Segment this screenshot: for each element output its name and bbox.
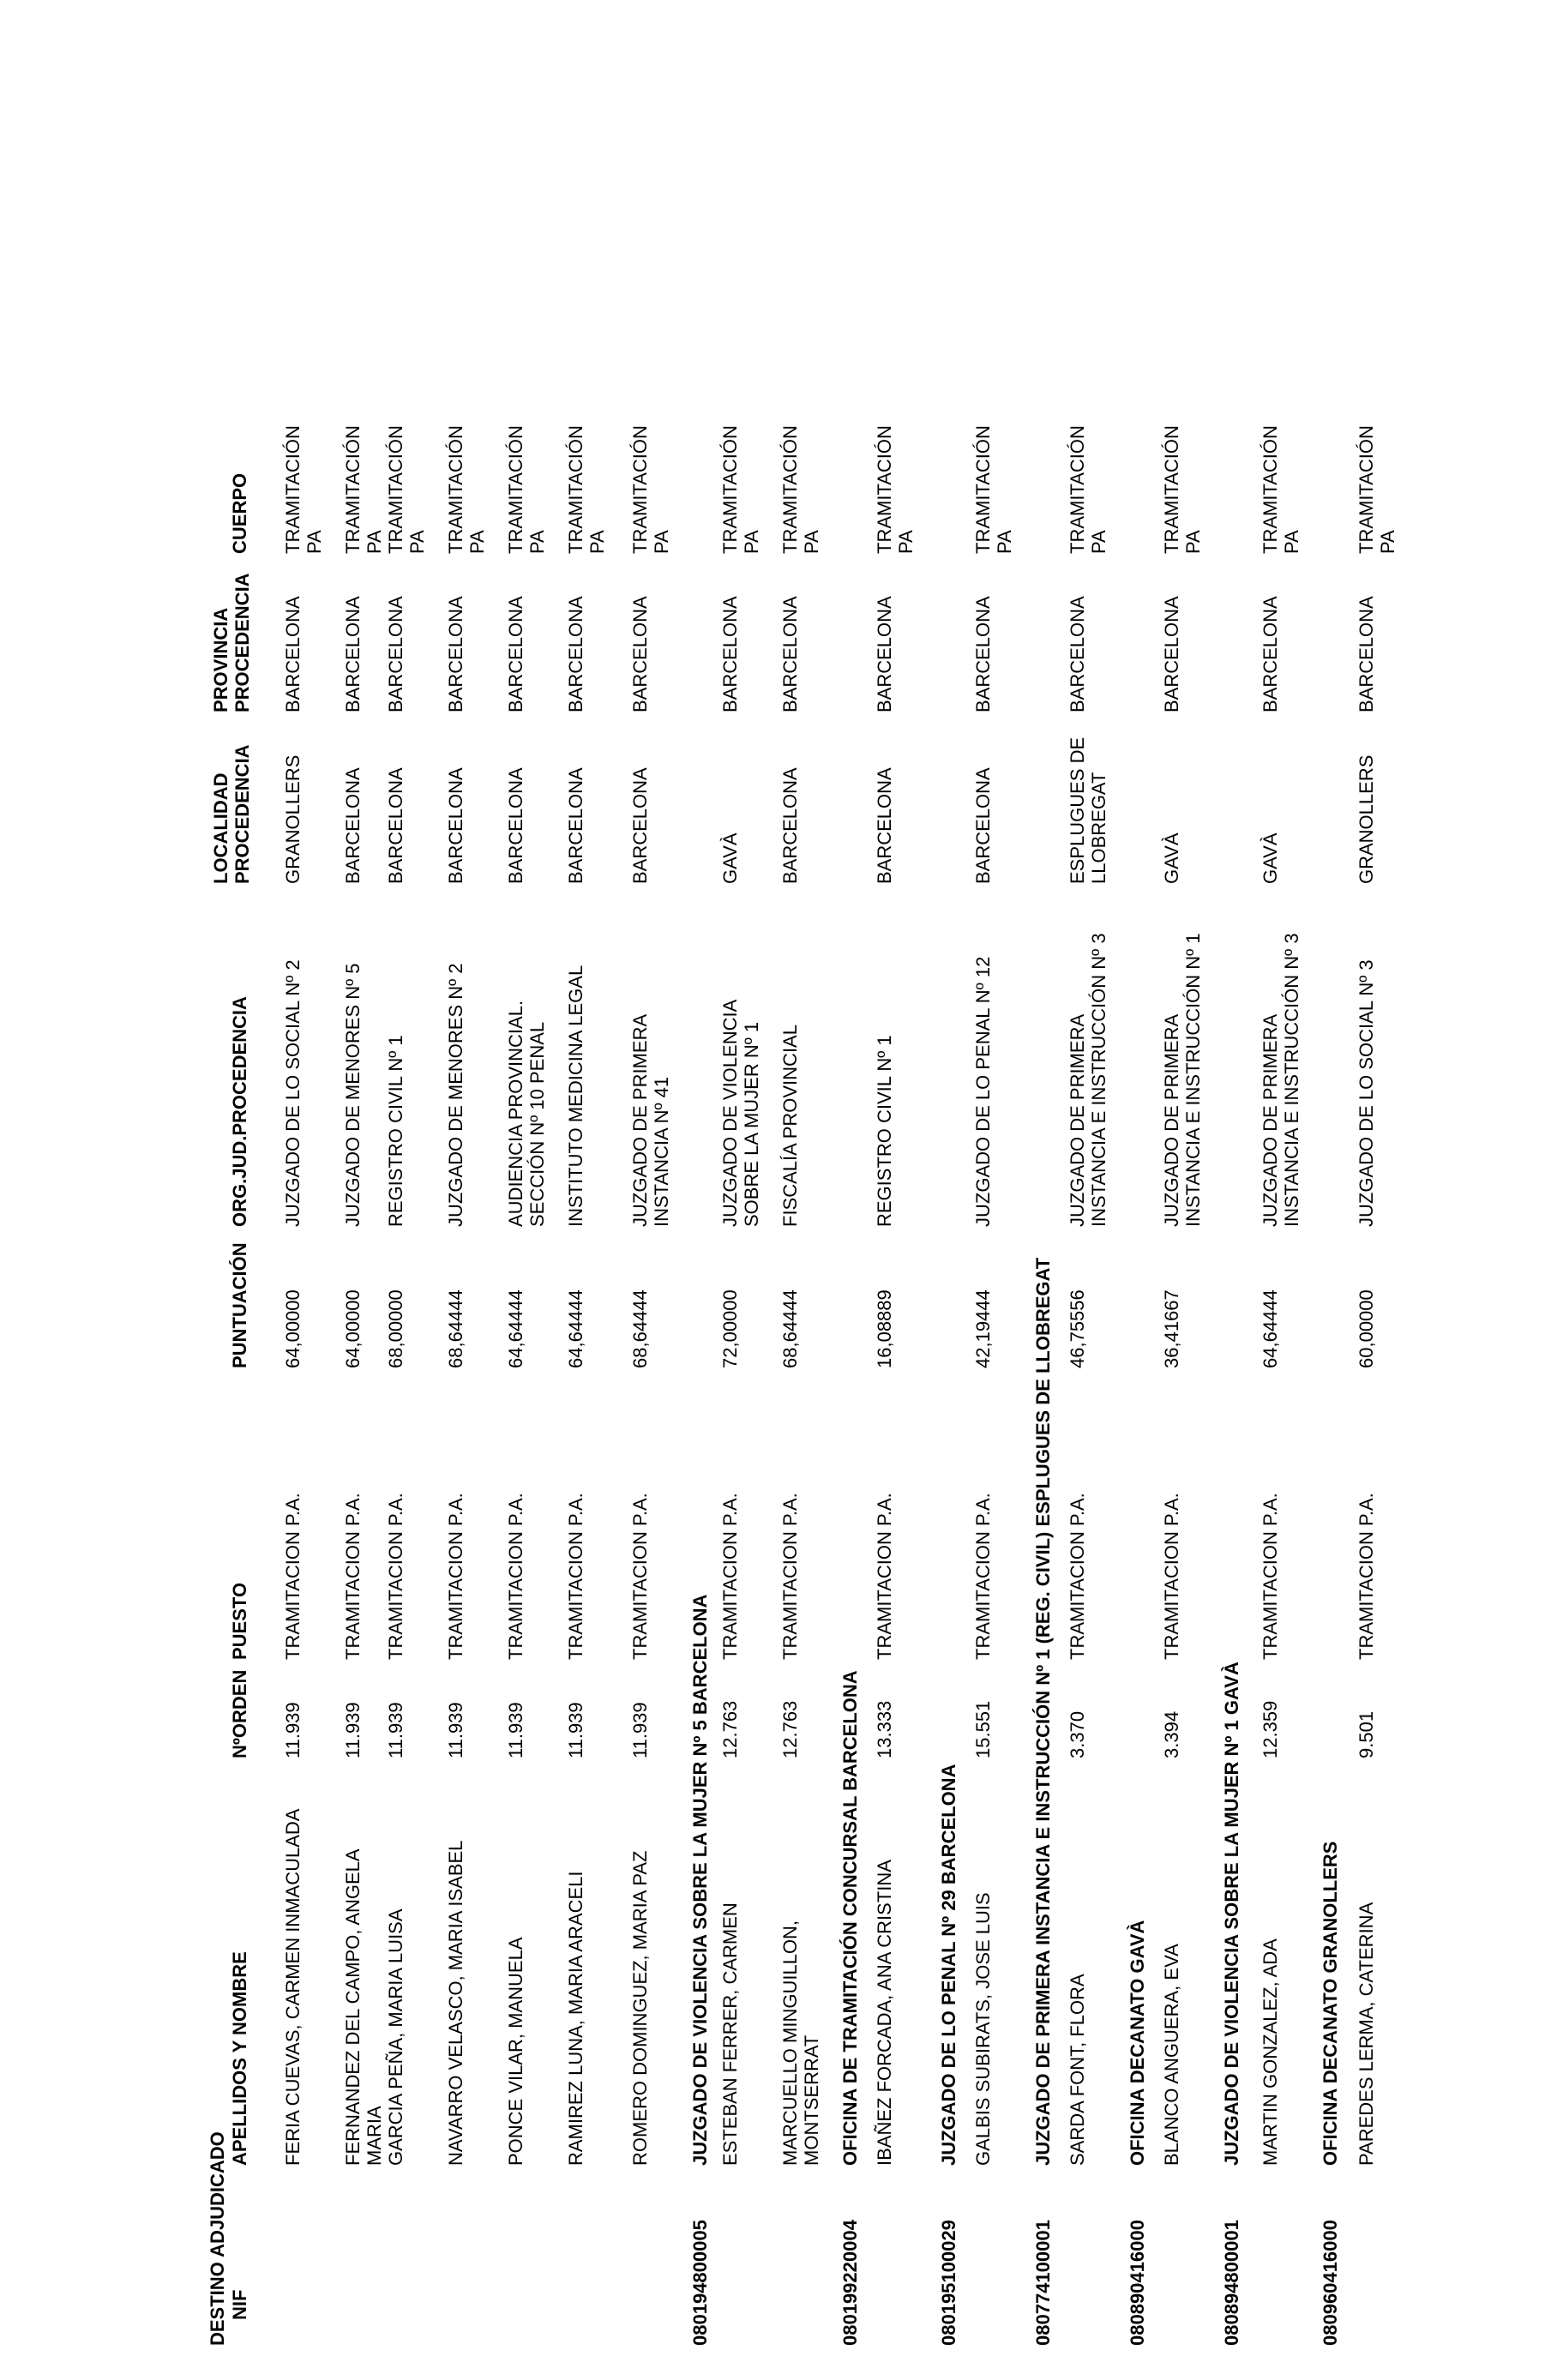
group-nif: 080894800001 [1221, 2220, 1242, 2346]
row-origin-body: JUZGADO DE LO SOCIAL Nº 2 [282, 959, 304, 1227]
row-origin-body: JUZGADO DE VIOLENCIA SOBRE LA MUJER Nº 1 [719, 999, 762, 1227]
row-origin-city: BARCELONA [505, 767, 526, 884]
row-origin-prov: BARCELONA [282, 596, 304, 712]
row-score: 64,64444 [505, 1289, 526, 1368]
row-origin-body: REGISTRO CIVIL Nº 1 [385, 1035, 406, 1227]
group-destination-title: JUZGADO DE LO PENAL Nº 29 BARCELONA [938, 1764, 959, 2166]
group-nif: 080774100001 [1032, 2220, 1054, 2346]
row-score: 64,64444 [1259, 1289, 1281, 1368]
row-origin-prov: BARCELONA [719, 596, 741, 712]
row-origin-prov: BARCELONA [342, 596, 364, 712]
row-name: MARCUELLO MINGUILLON, MONTSERRAT [779, 1920, 822, 2166]
row-origin-prov: BARCELONA [445, 596, 466, 712]
row-origin-prov: BARCELONA [1259, 596, 1281, 712]
row-corps: TRAMITACIÓN PA [505, 425, 548, 554]
row-origin-city: BARCELONA [629, 767, 651, 884]
row-origin-city: BARCELONA [445, 767, 466, 884]
col-header-score: PUNTUACIÓN [229, 1242, 250, 1368]
row-corps: TRAMITACIÓN PA [1259, 425, 1302, 554]
row-order: 13.333 [874, 1700, 895, 1758]
row-corps: TRAMITACIÓN PA [779, 425, 822, 554]
row-corps: TRAMITACIÓN PA [385, 425, 428, 554]
group-nif: 080194800005 [689, 2220, 711, 2346]
row-origin-prov: BARCELONA [1067, 596, 1088, 712]
row-score: 72,00000 [719, 1289, 741, 1368]
row-order: 11.939 [282, 1702, 304, 1758]
group-destination-title: JUZGADO DE VIOLENCIA SOBRE LA MUJER Nº 5 BARCELONA [689, 1594, 711, 2166]
row-name: IBAÑEZ FORCADA, ANA CRISTINA [874, 1860, 895, 2166]
row-order: 12.763 [719, 1700, 741, 1758]
group-nif: 080890416000 [1127, 2220, 1148, 2346]
row-origin-city: GAVÀ [719, 832, 741, 884]
row-name: GARCIA PEÑA, MARIA LUISA [385, 1908, 406, 2166]
row-corps: TRAMITACIÓN PA [1356, 425, 1398, 554]
row-order: 12.763 [779, 1700, 801, 1758]
row-origin-prov: BARCELONA [874, 596, 895, 712]
row-corps: TRAMITACIÓN PA [342, 425, 385, 554]
group-destination-title: OFICINA DECANATO GAVÀ [1127, 1920, 1148, 2166]
row-origin-prov: BARCELONA [972, 596, 994, 712]
row-origin-body: JUZGADO DE MENORES Nº 5 [342, 963, 364, 1227]
row-score: 68,00000 [385, 1289, 406, 1368]
row-origin-city: BARCELONA [972, 767, 994, 884]
row-name: BLANCO ANGUERA, EVA [1161, 1944, 1182, 2166]
col-header-origin-city: LOCALIDAD PROCEDENCIA [210, 744, 253, 884]
row-origin-city: BARCELONA [874, 767, 895, 884]
row-name: RAMIREZ LUNA, MARIA ARACELI [565, 1871, 586, 2166]
row-name: ESTEBAN FERRER, CARMEN [719, 1902, 741, 2166]
row-corps: TRAMITACIÓN PA [282, 425, 325, 554]
row-origin-body: INSTITUTO MEDICINA LEGAL [565, 965, 586, 1227]
row-post: TRAMITACION P.A. [1067, 1493, 1088, 1660]
row-post: TRAMITACION P.A. [282, 1493, 304, 1660]
row-corps: TRAMITACIÓN PA [565, 425, 608, 554]
row-order: 11.939 [342, 1702, 364, 1758]
row-post: TRAMITACION P.A. [565, 1493, 586, 1660]
group-nif: 080960416000 [1320, 2220, 1341, 2346]
row-post: TRAMITACION P.A. [505, 1493, 526, 1660]
row-origin-city: BARCELONA [779, 767, 801, 884]
row-origin-prov: BARCELONA [565, 596, 586, 712]
row-name: SARDA FONT, FLORA [1067, 1974, 1088, 2166]
row-origin-body: JUZGADO DE MENORES Nº 2 [445, 963, 466, 1227]
row-origin-body: JUZGADO DE PRIMERA INSTANCIA E INSTRUCCIÓN Nº 3 [1259, 933, 1302, 1227]
row-origin-prov: BARCELONA [629, 596, 651, 712]
group-nif: 080195100029 [938, 2220, 959, 2346]
row-origin-prov: BARCELONA [1356, 596, 1377, 712]
row-score: 68,64444 [445, 1289, 466, 1368]
row-origin-body: JUZGADO DE LO SOCIAL Nº 3 [1356, 959, 1377, 1227]
row-name: GALBIS SUBIRATS, JOSE LUIS [972, 1892, 994, 2166]
row-post: TRAMITACION P.A. [874, 1493, 895, 1660]
row-name: FERNANDEZ DEL CAMPO, ANGELA MARIA [342, 1848, 385, 2166]
row-score: 36,41667 [1161, 1289, 1182, 1368]
row-score: 42,19444 [972, 1289, 994, 1368]
row-name: ROMERO DOMINGUEZ, MARIA PAZ [629, 1850, 651, 2166]
row-origin-prov: BARCELONA [1161, 596, 1182, 712]
group-destination-title: OFICINA DE TRAMITACIÓN CONCURSAL BARCELONA [839, 1670, 861, 2166]
row-post: TRAMITACION P.A. [385, 1493, 406, 1660]
group-destination-title: OFICINA DECANATO GRANOLLERS [1320, 1841, 1341, 2166]
col-header-order: NºORDEN [229, 1669, 250, 1758]
row-post: TRAMITACION P.A. [779, 1493, 801, 1660]
row-name: MARTIN GONZALEZ, ADA [1259, 1938, 1281, 2166]
row-origin-city: GRANOLLERS [1356, 754, 1377, 884]
row-order: 3.370 [1067, 1710, 1088, 1758]
row-corps: TRAMITACIÓN PA [972, 425, 1015, 554]
row-origin-body: JUZGADO DE LO PENAL Nº 12 [972, 956, 994, 1227]
group-destination-title: JUZGADO DE PRIMERA INSTANCIA E INSTRUCCIÓN Nº 1 (REG. CIVIL) ESPLUGUES DE LLOBREGAT [1032, 1257, 1054, 2166]
row-post: TRAMITACION P.A. [445, 1493, 466, 1660]
row-post: TRAMITACION P.A. [629, 1493, 651, 1660]
col-header-name: APELLIDOS Y NOMBRE [229, 1951, 250, 2166]
row-post: TRAMITACION P.A. [342, 1493, 364, 1660]
row-score: 64,64444 [565, 1289, 586, 1368]
row-order: 9.501 [1356, 1710, 1377, 1758]
row-name: NAVARRO VELASCO, MARIA ISABEL [445, 1840, 466, 2166]
col-header-corps: CUERPO [229, 472, 250, 554]
row-origin-prov: BARCELONA [779, 596, 801, 712]
row-origin-body: REGISTRO CIVIL Nº 1 [874, 1035, 895, 1227]
row-order: 11.939 [385, 1702, 406, 1758]
row-order: 11.939 [505, 1702, 526, 1758]
row-post: TRAMITACION P.A. [1356, 1493, 1377, 1660]
row-order: 11.939 [445, 1702, 466, 1758]
document-title: DESTINO ADJUDICADO [207, 2131, 228, 2346]
row-origin-body: JUZGADO DE PRIMERA INSTANCIA Nº 41 [629, 1013, 672, 1227]
row-score: 60,00000 [1356, 1289, 1377, 1368]
row-name: PONCE VILAR, MANUELA [505, 1937, 526, 2166]
row-post: TRAMITACION P.A. [1161, 1493, 1182, 1660]
row-corps: TRAMITACIÓN PA [1161, 425, 1204, 554]
row-score: 64,00000 [282, 1289, 304, 1368]
row-post: TRAMITACION P.A. [719, 1493, 741, 1660]
row-order: 11.939 [629, 1702, 651, 1758]
row-name: PAREDES LERMA, CATERINA [1356, 1902, 1377, 2166]
row-post: TRAMITACION P.A. [972, 1493, 994, 1660]
row-order: 3.394 [1161, 1710, 1182, 1758]
row-origin-city: ESPLUGUES DE LLOBREGAT [1067, 736, 1109, 884]
row-post: TRAMITACION P.A. [1259, 1493, 1281, 1660]
row-name: FERIA CUEVAS, CARMEN INMACULADA [282, 1808, 304, 2166]
row-order: 11.939 [565, 1702, 586, 1758]
row-score: 68,64444 [779, 1289, 801, 1368]
row-corps: TRAMITACIÓN PA [874, 425, 917, 554]
row-corps: TRAMITACIÓN PA [719, 425, 762, 554]
row-corps: TRAMITACIÓN PA [445, 425, 488, 554]
row-origin-prov: BARCELONA [505, 596, 526, 712]
row-order: 15.551 [972, 1700, 994, 1758]
row-origin-city: GAVÀ [1259, 832, 1281, 884]
group-nif: 080199220004 [839, 2220, 861, 2346]
group-destination-title: JUZGADO DE VIOLENCIA SOBRE LA MUJER Nº 1 GAVÀ [1221, 1662, 1242, 2166]
row-corps: TRAMITACIÓN PA [1067, 425, 1109, 554]
row-order: 12.359 [1259, 1700, 1281, 1758]
row-origin-city: BARCELONA [342, 767, 364, 884]
row-origin-city: BARCELONA [385, 767, 406, 884]
row-score: 68,64444 [629, 1289, 651, 1368]
col-header-post: PUESTO [229, 1582, 250, 1660]
row-origin-body: FISCALÍA PROVINCIAL [779, 1025, 801, 1227]
row-origin-city: BARCELONA [565, 767, 586, 884]
row-origin-body: AUDIENCIA PROVINCIAL. SECCIÓN Nº 10 PENAL [505, 1000, 548, 1227]
row-origin-city: GRANOLLERS [282, 754, 304, 884]
col-header-origin-body: ORG.JUD.PROCEDENCIA [229, 996, 250, 1227]
row-origin-body: JUZGADO DE PRIMERA INSTANCIA E INSTRUCCIÓN Nº 3 [1067, 933, 1109, 1227]
col-header-origin-prov: PROVINCIA PROCEDENCIA [210, 573, 253, 712]
row-score: 64,00000 [342, 1289, 364, 1368]
row-corps: TRAMITACIÓN PA [629, 425, 672, 554]
row-origin-body: JUZGADO DE PRIMERA INSTANCIA E INSTRUCCIÓN Nº 1 [1161, 933, 1204, 1227]
row-origin-city: GAVÀ [1161, 832, 1182, 884]
row-score: 46,75556 [1067, 1289, 1088, 1368]
col-header-nif: NIF [229, 2289, 250, 2320]
row-score: 16,08889 [874, 1289, 895, 1368]
row-origin-prov: BARCELONA [385, 596, 406, 712]
